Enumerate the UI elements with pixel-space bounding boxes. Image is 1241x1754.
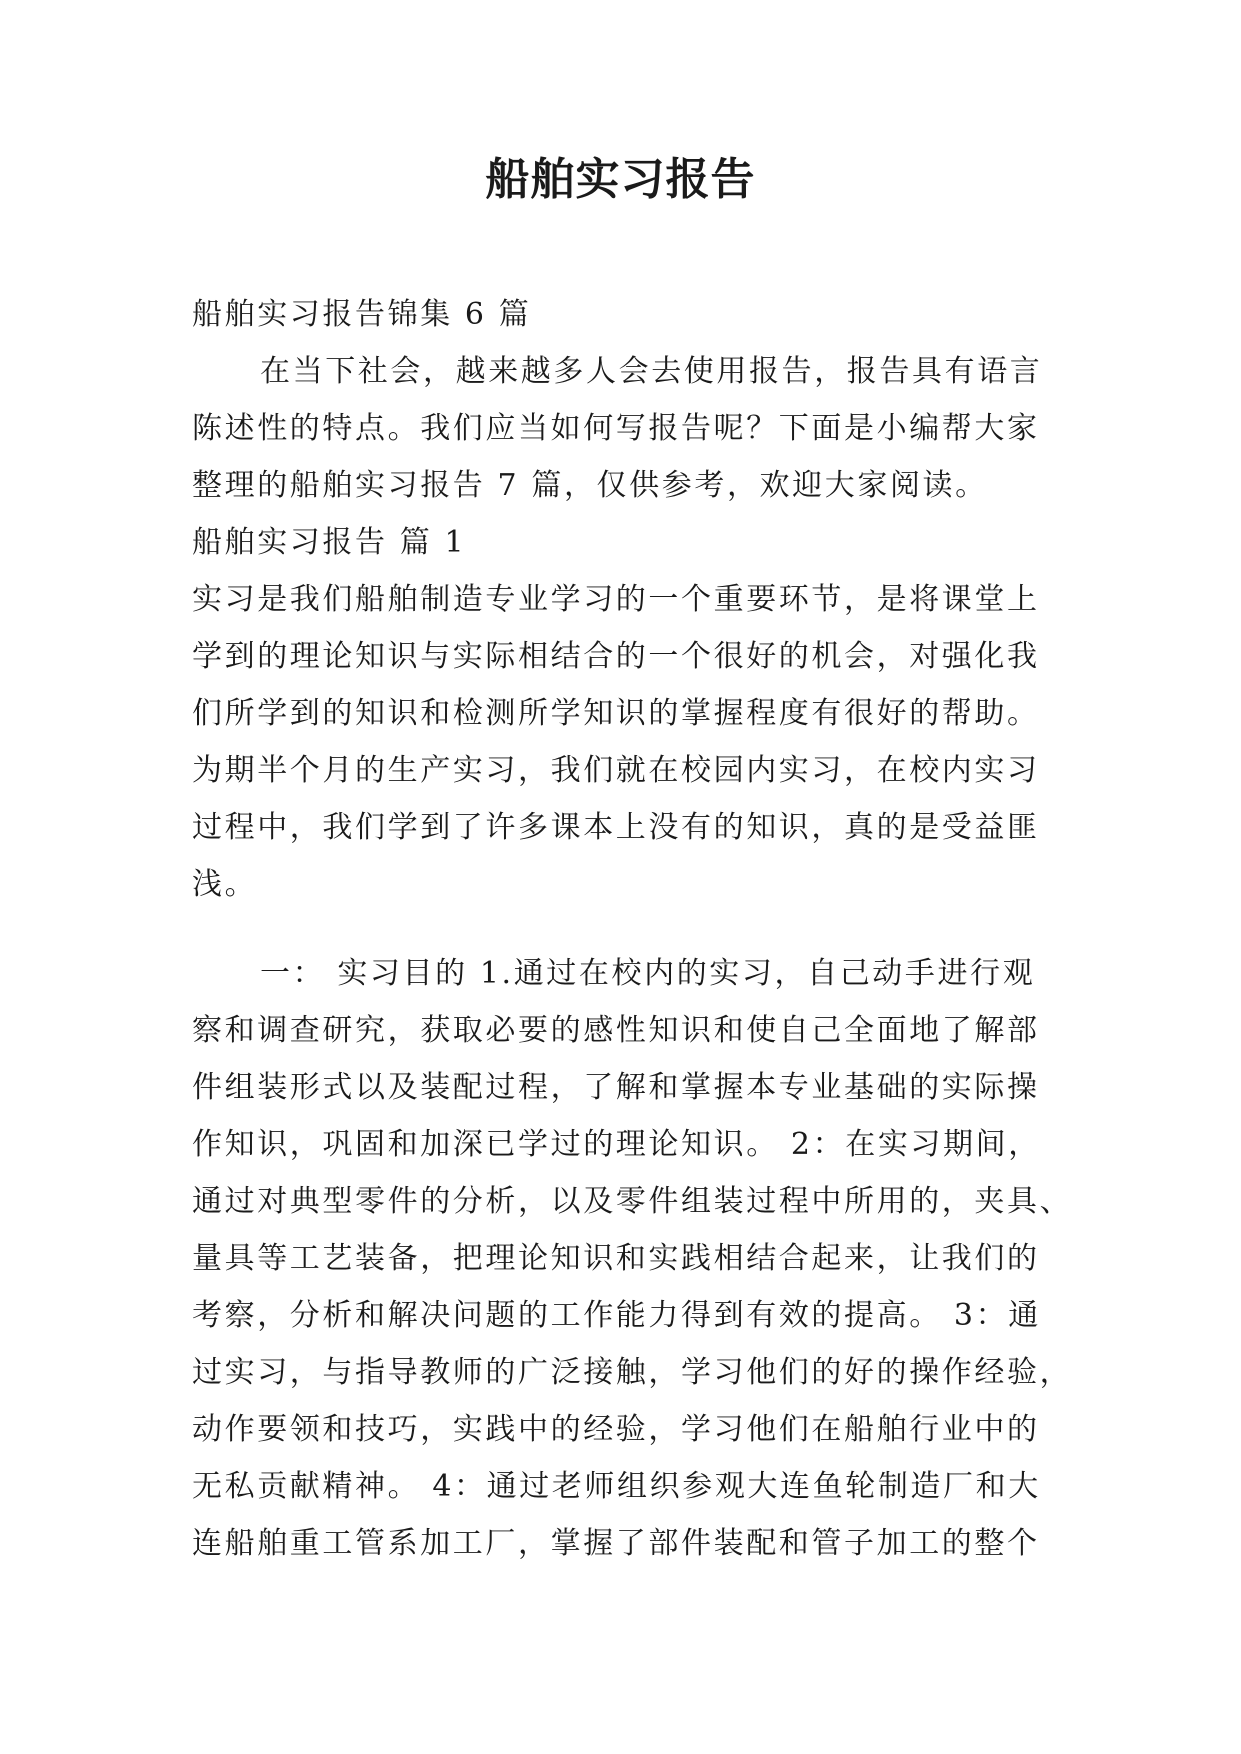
paragraph-line: 过实习，与指导教师的广泛接触，学习他们的好的操作经验， <box>192 1355 1073 1390</box>
paragraph-line: 一： 实习目的 1.通过在校内的实习，自己动手进行观 <box>260 956 1036 991</box>
paragraph-line: 实习是我们船舶制造专业学习的一个重要环节，是将课堂上 <box>192 582 1040 617</box>
paragraph-line: 连船舶重工管系加工厂，掌握了部件装配和管子加工的整个 <box>192 1526 1040 1561</box>
paragraph-line: 无私贡献精神。 4：通过老师组织参观大连鱼轮制造厂和大 <box>192 1469 1041 1504</box>
paragraph-line: 通过对典型零件的分析，以及零件组装过程中所用的，夹具、 <box>192 1184 1073 1219</box>
paragraph-line: 作知识，巩固和加深已学过的理论知识。 2：在实习期间， <box>192 1127 1041 1162</box>
intro-line: 陈述性的特点。我们应当如何写报告呢？下面是小编帮大家 <box>192 411 1040 446</box>
paragraph-line: 浅。 <box>192 867 258 902</box>
paragraph-line: 们所学到的知识和检测所学知识的掌握程度有很好的帮助。 <box>192 696 1040 731</box>
paragraph-line: 动作要领和技巧，实践中的经验，学习他们在船舶行业中的 <box>192 1412 1040 1447</box>
paragraph-line: 考察，分析和解决问题的工作能力得到有效的提高。 3：通 <box>192 1298 1041 1333</box>
paragraph-line: 为期半个月的生产实习，我们就在校园内实习，在校内实习 <box>192 753 1040 788</box>
paragraph-line: 量具等工艺装备，把理论知识和实践相结合起来，让我们的 <box>192 1241 1040 1276</box>
paragraph-line: 学到的理论知识与实际相结合的一个很好的机会，对强化我 <box>192 639 1040 674</box>
collection-heading: 船舶实习报告锦集 6 篇 <box>192 297 532 332</box>
document-title: 船舶实习报告 <box>485 154 756 205</box>
document-body <box>192 286 1073 1572</box>
paragraph-line: 察和调查研究，获取必要的感性知识和使自己全面地了解部 <box>192 1013 1040 1048</box>
intro-line: 整理的船舶实习报告 7 篇，仅供参考，欢迎大家阅读。 <box>192 468 988 503</box>
paragraph-line: 过程中，我们学到了许多课本上没有的知识，真的是受益匪 <box>192 810 1040 845</box>
section-heading: 船舶实习报告 篇 1 <box>192 525 467 560</box>
paragraph-line: 件组装形式以及装配过程，了解和掌握本专业基础的实际操 <box>192 1070 1040 1105</box>
intro-line: 在当下社会，越来越多人会去使用报告，报告具有语言 <box>260 354 1043 389</box>
